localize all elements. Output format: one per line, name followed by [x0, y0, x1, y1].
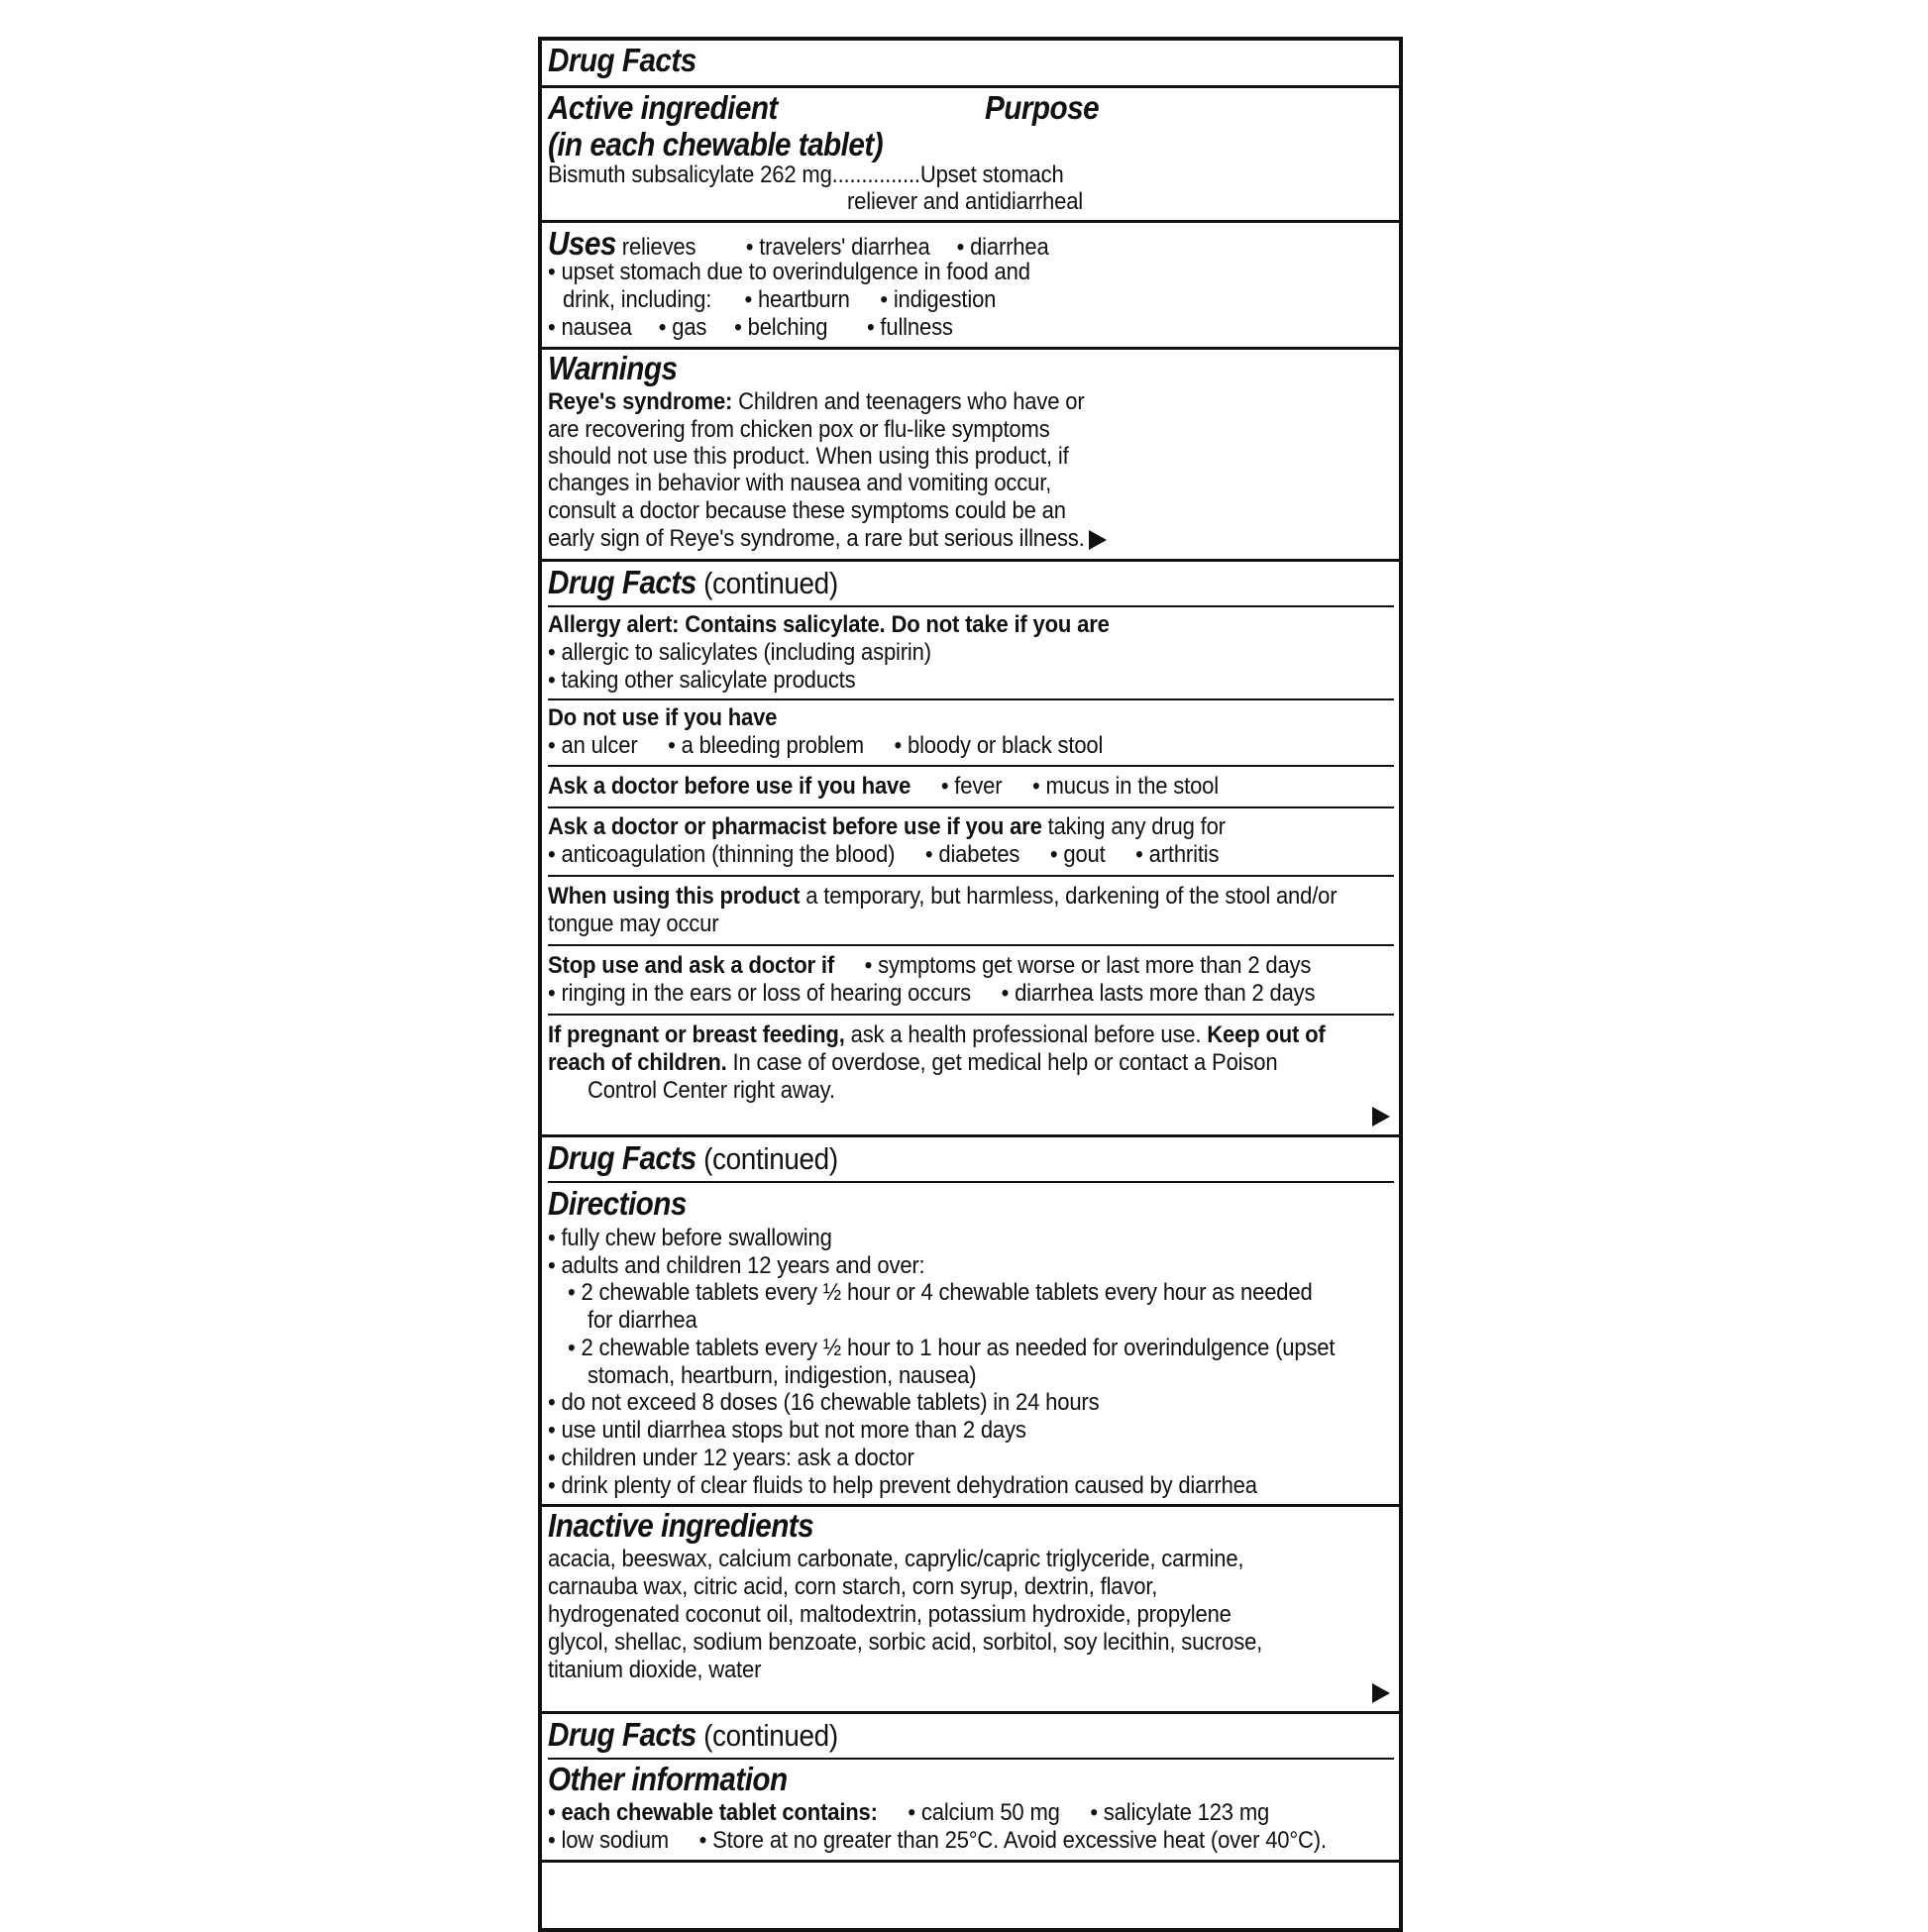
inactive-ingredients-heading: Inactive ingredients: [548, 1507, 814, 1544]
ask-pharmacist-items: [548, 841, 1219, 869]
other-info-item: • low sodium: [548, 1827, 669, 1854]
reye-line-5: consult a doctor because these symptoms could be an: [548, 497, 1066, 524]
ask-pharmacist-text: taking any drug for: [1041, 813, 1226, 840]
purpose-heading: Purpose: [985, 89, 1100, 126]
drug-facts-label: [538, 37, 1403, 1932]
divider: [548, 765, 1394, 767]
when-using-text: a temporary, but harmless, darkening of the stool and/or: [800, 883, 1338, 910]
uses-item: • diarrhea: [956, 234, 1049, 261]
ask-pharmacist-item: • gout: [1049, 841, 1106, 868]
stop-use-heading: Stop use and ask a doctor if: [548, 952, 835, 979]
do-not-use-items: [548, 732, 1103, 760]
directions-line: for diarrhea: [588, 1307, 697, 1334]
ask-doctor-item: • mucus in the stool: [1032, 773, 1219, 800]
do-not-use-heading: Do not use if you have: [548, 704, 778, 731]
divider: [548, 698, 1394, 700]
purpose-line-2: reliever and antidiarrheal: [847, 188, 1084, 215]
tablet-contains-bold: • each chewable tablet contains:: [548, 1799, 878, 1826]
when-using-line-1: [548, 883, 1337, 911]
drug-facts-continued-title: [548, 565, 838, 601]
drug-facts-continued-title: [548, 1140, 838, 1177]
divider: [548, 944, 1394, 946]
pregnant-line-2: [548, 1049, 1277, 1077]
other-info-item: • calcium 50 mg: [908, 1799, 1060, 1826]
reye-line-6: early sign of Reye's syndrome, a rare but serious illness.: [548, 525, 1085, 552]
stop-use-item: • diarrhea lasts more than 2 days: [1001, 980, 1316, 1007]
continued-suffix: (continued): [696, 1718, 838, 1753]
directions-line: • 2 chewable tablets every ½ hour to 1 hour as needed for overindulgence (upset: [568, 1335, 1336, 1361]
panel-divider: [542, 559, 1399, 562]
ask-doctor-item: • fever: [940, 773, 1003, 800]
other-information-heading: Other information: [548, 1761, 788, 1797]
uses-line-4: [548, 314, 953, 342]
uses-item: • fullness: [866, 314, 953, 341]
reye-bold: Reye's syndrome:: [548, 388, 733, 415]
stop-use-item: • ringing in the ears or loss of hearing occurs: [548, 980, 972, 1007]
reye-line-2: are recovering from chicken pox or flu-like symptoms: [548, 416, 1050, 443]
ask-pharmacist-line-1: [548, 813, 1226, 841]
uses-item: • heartburn: [744, 286, 850, 313]
drug-facts-continued-title: [548, 1717, 838, 1754]
uses-item: • travelers' diarrhea: [745, 234, 930, 261]
stop-use-line-1: [548, 952, 1311, 980]
continued-suffix: (continued): [696, 1141, 838, 1176]
ask-doctor-line: [548, 773, 1219, 801]
other-info-item: • Store at no greater than 25°C. Avoid excessive heat (over 40°C).: [698, 1827, 1327, 1854]
continue-arrow-icon: [1089, 530, 1107, 550]
stop-use-line-2: [548, 980, 1315, 1008]
inactive-line: glycol, shellac, sodium benzoate, sorbic acid, sorbitol, soy lecithin, sucrose,: [548, 1629, 1263, 1656]
divider: [542, 1860, 1399, 1863]
panel-divider: [542, 1711, 1399, 1714]
reye-text: Children and teenagers who have or: [732, 388, 1085, 415]
uses-item: relieves: [621, 234, 696, 261]
reach-children-bold: reach of children.: [548, 1049, 727, 1076]
directions-line: • adults and children 12 years and over:: [548, 1252, 925, 1279]
continued-suffix: (continued): [696, 566, 838, 600]
divider: [542, 220, 1399, 223]
other-info-item: • salicylate 123 mg: [1090, 1799, 1270, 1826]
divider: [548, 875, 1394, 877]
directions-line: • do not exceed 8 doses (16 chewable tablets) in 24 hours: [548, 1389, 1100, 1416]
uses-item: • belching: [734, 314, 828, 341]
pregnant-bold: If pregnant or breast feeding,: [548, 1021, 845, 1048]
keep-out-bold: Keep out of: [1207, 1021, 1326, 1048]
uses-item: drink, including:: [563, 286, 712, 313]
do-not-use-item: • an ulcer: [548, 732, 638, 759]
directions-line: • children under 12 years: ask a doctor: [548, 1445, 914, 1471]
directions-line: stomach, heartburn, indigestion, nausea): [588, 1362, 977, 1389]
continue-arrow-icon: [1372, 1107, 1390, 1127]
ask-pharmacist-item: • arthritis: [1135, 841, 1220, 868]
divider: [542, 85, 1399, 88]
active-ingredient-line: Bismuth subsalicylate 262 mg...............Upset stomach: [548, 161, 1064, 188]
directions-heading: Directions: [548, 1185, 687, 1222]
divider: [548, 806, 1394, 808]
divider: [548, 1758, 1394, 1760]
warnings-heading: Warnings: [548, 350, 678, 386]
directions-line: • use until diarrhea stops but not more than 2 days: [548, 1417, 1026, 1444]
ask-pharmacist-heading: Ask a doctor or pharmacist before use if you are: [548, 813, 1042, 840]
inactive-line: hydrogenated coconut oil, maltodextrin, potassium hydroxide, propylene: [548, 1601, 1232, 1628]
uses-item: • nausea: [548, 314, 632, 341]
when-using-heading: When using this product: [548, 883, 801, 910]
panel-divider: [542, 1134, 1399, 1137]
stop-use-item: • symptoms get worse or last more than 2 days: [864, 952, 1312, 979]
uses-heading: Uses: [548, 225, 616, 262]
overdose-text: In case of overdose, get medical help or contact a Poison: [726, 1049, 1278, 1076]
active-ingredient-heading: Active ingredient: [548, 89, 778, 126]
drug-facts-title: Drug Facts: [548, 42, 696, 78]
allergy-alert: Allergy alert: Contains salicylate. Do not take if you are: [548, 611, 1110, 638]
ask-pharmacist-item: • diabetes: [924, 841, 1020, 868]
continued-title: Drug Facts: [548, 564, 696, 600]
directions-line: • drink plenty of clear fluids to help prevent dehydration caused by diarrhea: [548, 1472, 1257, 1499]
ask-pharmacist-item: • anticoagulation (thinning the blood): [548, 841, 896, 868]
do-not-use-item: • a bleeding problem: [668, 732, 864, 759]
uses-line-2: • upset stomach due to overindulgence in food and: [548, 259, 1030, 285]
inactive-line: carnauba wax, citric acid, corn starch, corn syrup, dextrin, flavor,: [548, 1573, 1158, 1600]
pregnant-line-3: Control Center right away.: [588, 1077, 835, 1104]
directions-line: • 2 chewable tablets every ½ hour or 4 chewable tablets every hour as needed: [568, 1279, 1313, 1306]
when-using-line-2: tongue may occur: [548, 911, 719, 937]
reye-line-1: [548, 388, 1085, 416]
inactive-line: acacia, beeswax, calcium carbonate, caprylic/capric triglyceride, carmine,: [548, 1546, 1244, 1572]
allergy-line-1: • allergic to salicylates (including aspirin): [548, 639, 931, 666]
divider: [548, 1181, 1394, 1183]
divider: [548, 1014, 1394, 1016]
other-info-line-1: [548, 1799, 1269, 1827]
pregnant-line-1: [548, 1021, 1326, 1049]
directions-line: • fully chew before swallowing: [548, 1225, 832, 1251]
divider: [548, 605, 1394, 607]
inactive-line: titanium dioxide, water: [548, 1657, 762, 1683]
ask-doctor-heading: Ask a doctor before use if you have: [548, 773, 911, 800]
reye-line-4: changes in behavior with nausea and vomiting occur,: [548, 470, 1052, 496]
uses-item: • indigestion: [880, 286, 997, 313]
continued-title: Drug Facts: [548, 1139, 696, 1176]
continued-title: Drug Facts: [548, 1716, 696, 1753]
uses-line-1: [548, 225, 1049, 262]
active-ingredient-subheading: (in each chewable tablet): [548, 126, 884, 162]
continue-arrow-icon: [1372, 1683, 1390, 1703]
reye-line-3: should not use this product. When using this product, if: [548, 443, 1069, 470]
other-info-line-2: [548, 1827, 1327, 1855]
pregnant-text: ask a health professional before use.: [844, 1021, 1208, 1048]
uses-item: • gas: [658, 314, 707, 341]
uses-line-3: [563, 286, 996, 314]
allergy-line-2: • taking other salicylate products: [548, 667, 856, 694]
do-not-use-item: • bloody or black stool: [894, 732, 1104, 759]
